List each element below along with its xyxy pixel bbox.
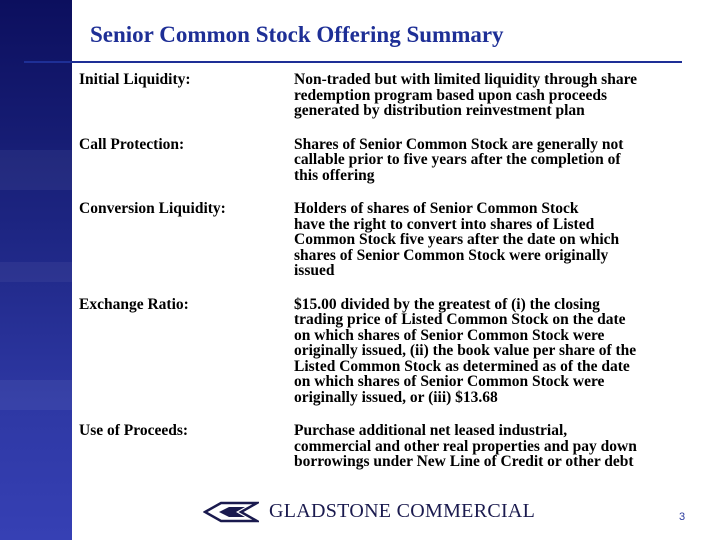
row-description [294,137,664,184]
description-line: shares of Senior Common Stock were originally [294,246,609,264]
logo-wordmark: GLADSTONE COMMERCIAL [269,500,536,522]
row-description [294,423,664,470]
sidebar-gradient-bar [0,0,72,540]
description-line: Purchase additional net leased industrial, [294,422,568,439]
company-logo [203,500,535,523]
summary-row [79,201,679,279]
summary-table [79,72,679,488]
description-line: Holders of shares of Senior Common Stock [294,200,579,217]
description-line: Non-traded but with limited liquidity through share [294,71,638,88]
description-line: Listed Common Stock as determined as of the date [294,357,630,375]
row-label: Initial Liquidity: [79,71,191,88]
description-line: Common Stock five years after the date on which [294,231,620,248]
description-line: callable prior to five years after the completion of [294,151,621,168]
row-label: Conversion Liquidity: [79,200,226,217]
summary-row [79,423,679,470]
row-label: Call Protection: [79,135,185,153]
sidebar-band [0,150,72,190]
description-line: generated by distribution reinvestment plan [294,102,585,119]
row-label: Exchange Ratio: [79,295,189,313]
description-line: on which shares of Senior Common Stock were [294,326,605,344]
description-line: this offering [294,166,375,184]
title-rule [24,61,682,63]
sidebar-band [0,380,72,410]
row-label: Use of Proceeds: [79,422,189,439]
description-line: $15.00 divided by the greatest of (i) the closing [294,295,600,313]
description-line: trading price of Listed Common Stock on the date [294,311,626,328]
description-line: issued [294,262,335,279]
description-line: have the right to convert into shares of Listed [294,215,595,233]
row-description [294,72,664,119]
summary-row [79,137,679,184]
description-line: borrowings under New Line of Credit or other debt [294,453,634,470]
row-description [294,201,664,279]
description-line: commercial and other real properties and pay down [294,437,637,455]
description-line: Shares of Senior Common Stock are generally not [294,135,624,153]
description-line: redemption program based upon cash proceeds [294,86,608,104]
summary-row [79,297,679,406]
row-description [294,297,664,406]
page-title: Senior Common Stock Offering Summary [90,22,504,47]
description-line: originally issued, or (iii) $13.68 [294,388,498,406]
description-line: on which shares of Senior Common Stock were [294,373,605,390]
gladstone-diamond-logo-icon [203,501,259,523]
summary-row [79,72,679,119]
page-number: 3 [679,511,686,523]
description-line: originally issued, (ii) the book value per share of the [294,342,637,359]
sidebar-band [0,262,72,282]
